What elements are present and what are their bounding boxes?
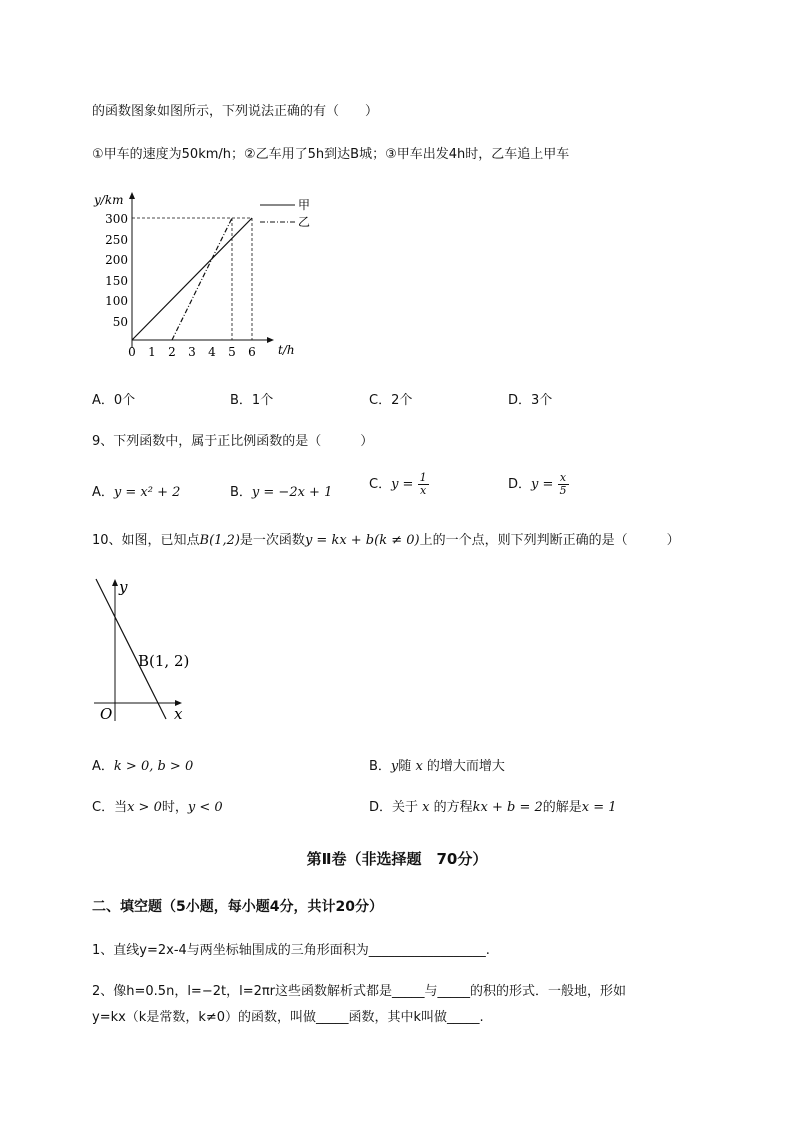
- y-tick-150: 150: [105, 274, 128, 288]
- q10-option-b-label: B．: [369, 759, 391, 774]
- fig-origin: O: [100, 705, 113, 723]
- q9-option-b[interactable]: [230, 481, 332, 500]
- q9-option-d-num: x: [558, 472, 569, 485]
- q10-stem-mid: 是一次函数: [239, 533, 305, 548]
- q10-function: y = kx + b(k ≠ 0): [304, 533, 420, 548]
- series-line-yi: [172, 218, 232, 340]
- q9-option-a[interactable]: [92, 481, 180, 500]
- q9-option-d[interactable]: [508, 472, 569, 497]
- x-tick-6: 6: [248, 345, 256, 359]
- q10-option-b[interactable]: [369, 755, 505, 774]
- q10-option-a-label: A．: [92, 759, 114, 774]
- q9-option-a-expr: y = x² + 2: [113, 485, 181, 500]
- x-axis-arrow: [267, 337, 274, 343]
- fill-question-2-line1: 2、像h=0.5n，l=−2t，l=2πr这些函数解析式都是_____与_____的积的形式．一般地，形如: [92, 984, 627, 999]
- fill-question-2-line2: y=kx（k是常数，k≠0）的函数，叫做_____函数，其中k叫做_____.: [92, 1010, 484, 1025]
- y-axis-label: y/km: [94, 193, 124, 207]
- q10-stem-post: 上的一个点，则下列判断正确的是（ ）: [419, 533, 680, 548]
- q9-option-b-expr: y = −2x + 1: [251, 485, 333, 500]
- q10-option-d-sol: x = 1: [581, 800, 617, 815]
- fig-y-arrow: [112, 579, 118, 586]
- y-tick-250: 250: [105, 233, 128, 247]
- q10-option-c-res: y < 0: [187, 800, 223, 815]
- q10-option-b-x: x: [415, 759, 423, 774]
- legend-label-yi: 乙: [298, 215, 311, 229]
- q8-option-b[interactable]: B．1个: [230, 393, 274, 408]
- q8-chart: [90, 190, 330, 365]
- q9-option-d-label: D．: [508, 477, 532, 492]
- q10-figure: [88, 575, 208, 725]
- q8-stem: 的函数图象如图所示，下列说法正确的有（ ）: [92, 104, 379, 119]
- q10-option-c-cond: x > 0: [127, 800, 162, 815]
- q10-option-a-expr: k > 0, b > 0: [113, 759, 194, 774]
- x-tick-5: 5: [228, 345, 236, 359]
- q9-option-c-label: C．: [369, 477, 392, 492]
- q10-option-d[interactable]: [369, 796, 617, 815]
- series-line-jia: [132, 218, 252, 340]
- q10-option-d-eq: kx + b = 2: [472, 800, 543, 815]
- q9-stem: 9、下列函数中，属于正比例函数的是（ ）: [92, 434, 374, 449]
- q10-option-b-y: y: [390, 759, 399, 774]
- q9-option-d-fraction: [558, 472, 569, 497]
- q10-option-b-tail: 的增大而增大: [426, 759, 505, 774]
- section2-heading: 二、填空题（5小题，每小题4分，共计20分）: [92, 899, 383, 915]
- q9-option-a-label: A．: [92, 485, 114, 500]
- q10-option-c[interactable]: [92, 796, 223, 815]
- x-tick-0: 0: [128, 345, 136, 359]
- q10-option-b-mid: 随: [398, 759, 412, 774]
- x-tick-2: 2: [168, 345, 176, 359]
- q10-option-a[interactable]: [92, 755, 193, 774]
- q10-option-d-mid: 的方程: [433, 800, 473, 815]
- q10-option-c-mid: 时，: [161, 800, 188, 815]
- fig-line: [96, 579, 166, 719]
- fig-y-label: y: [119, 578, 128, 596]
- q9-option-d-den: 5: [559, 484, 567, 497]
- q10-point: B(1,2): [199, 533, 240, 548]
- y-axis-arrow: [129, 192, 135, 199]
- q9-option-c-num: 1: [419, 471, 427, 484]
- x-tick-1: 1: [148, 345, 156, 359]
- q10-option-d-mid2: 的解是: [542, 800, 582, 815]
- q10-option-c-label: C．当: [92, 800, 128, 815]
- fig-point-label: B(1, 2): [138, 652, 190, 670]
- q10-option-d-x: x: [422, 800, 430, 815]
- x-tick-4: 4: [208, 345, 216, 359]
- x-tick-3: 3: [188, 345, 196, 359]
- q9-option-d-lhs: y =: [531, 477, 554, 492]
- fill-question-1: 1、直线y=2x-4与两坐标轴围成的三角形面积为__________________.: [92, 943, 490, 958]
- q10-option-d-label: D．关于: [369, 800, 419, 815]
- part2-title: 第Ⅱ卷（非选择题 70分）: [306, 850, 488, 868]
- q8-option-a[interactable]: A．0个: [92, 393, 136, 408]
- fig-x-label: x: [174, 705, 183, 723]
- q9-option-c[interactable]: [369, 472, 429, 497]
- q8-option-d[interactable]: D．3个: [508, 393, 553, 408]
- q9-option-b-label: B．: [230, 485, 252, 500]
- y-tick-100: 100: [105, 294, 128, 308]
- y-tick-50: 50: [112, 315, 128, 329]
- q8-option-c[interactable]: C．2个: [369, 393, 413, 408]
- q8-statements: ①甲车的速度为50km/h；②乙车用了5h到达B城；③甲车出发4h时，乙车追上甲车: [92, 147, 570, 162]
- y-tick-300: 300: [105, 212, 128, 226]
- y-tick-200: 200: [105, 253, 128, 267]
- legend-label-jia: 甲: [298, 198, 311, 212]
- q9-option-c-lhs: y =: [391, 477, 414, 492]
- q10-stem: [92, 529, 680, 548]
- q9-option-c-fraction: [418, 472, 429, 497]
- q10-stem-pre: 10、如图，已知点: [92, 533, 200, 548]
- x-axis-label: t/h: [278, 343, 295, 357]
- q9-option-c-den: x: [419, 484, 427, 497]
